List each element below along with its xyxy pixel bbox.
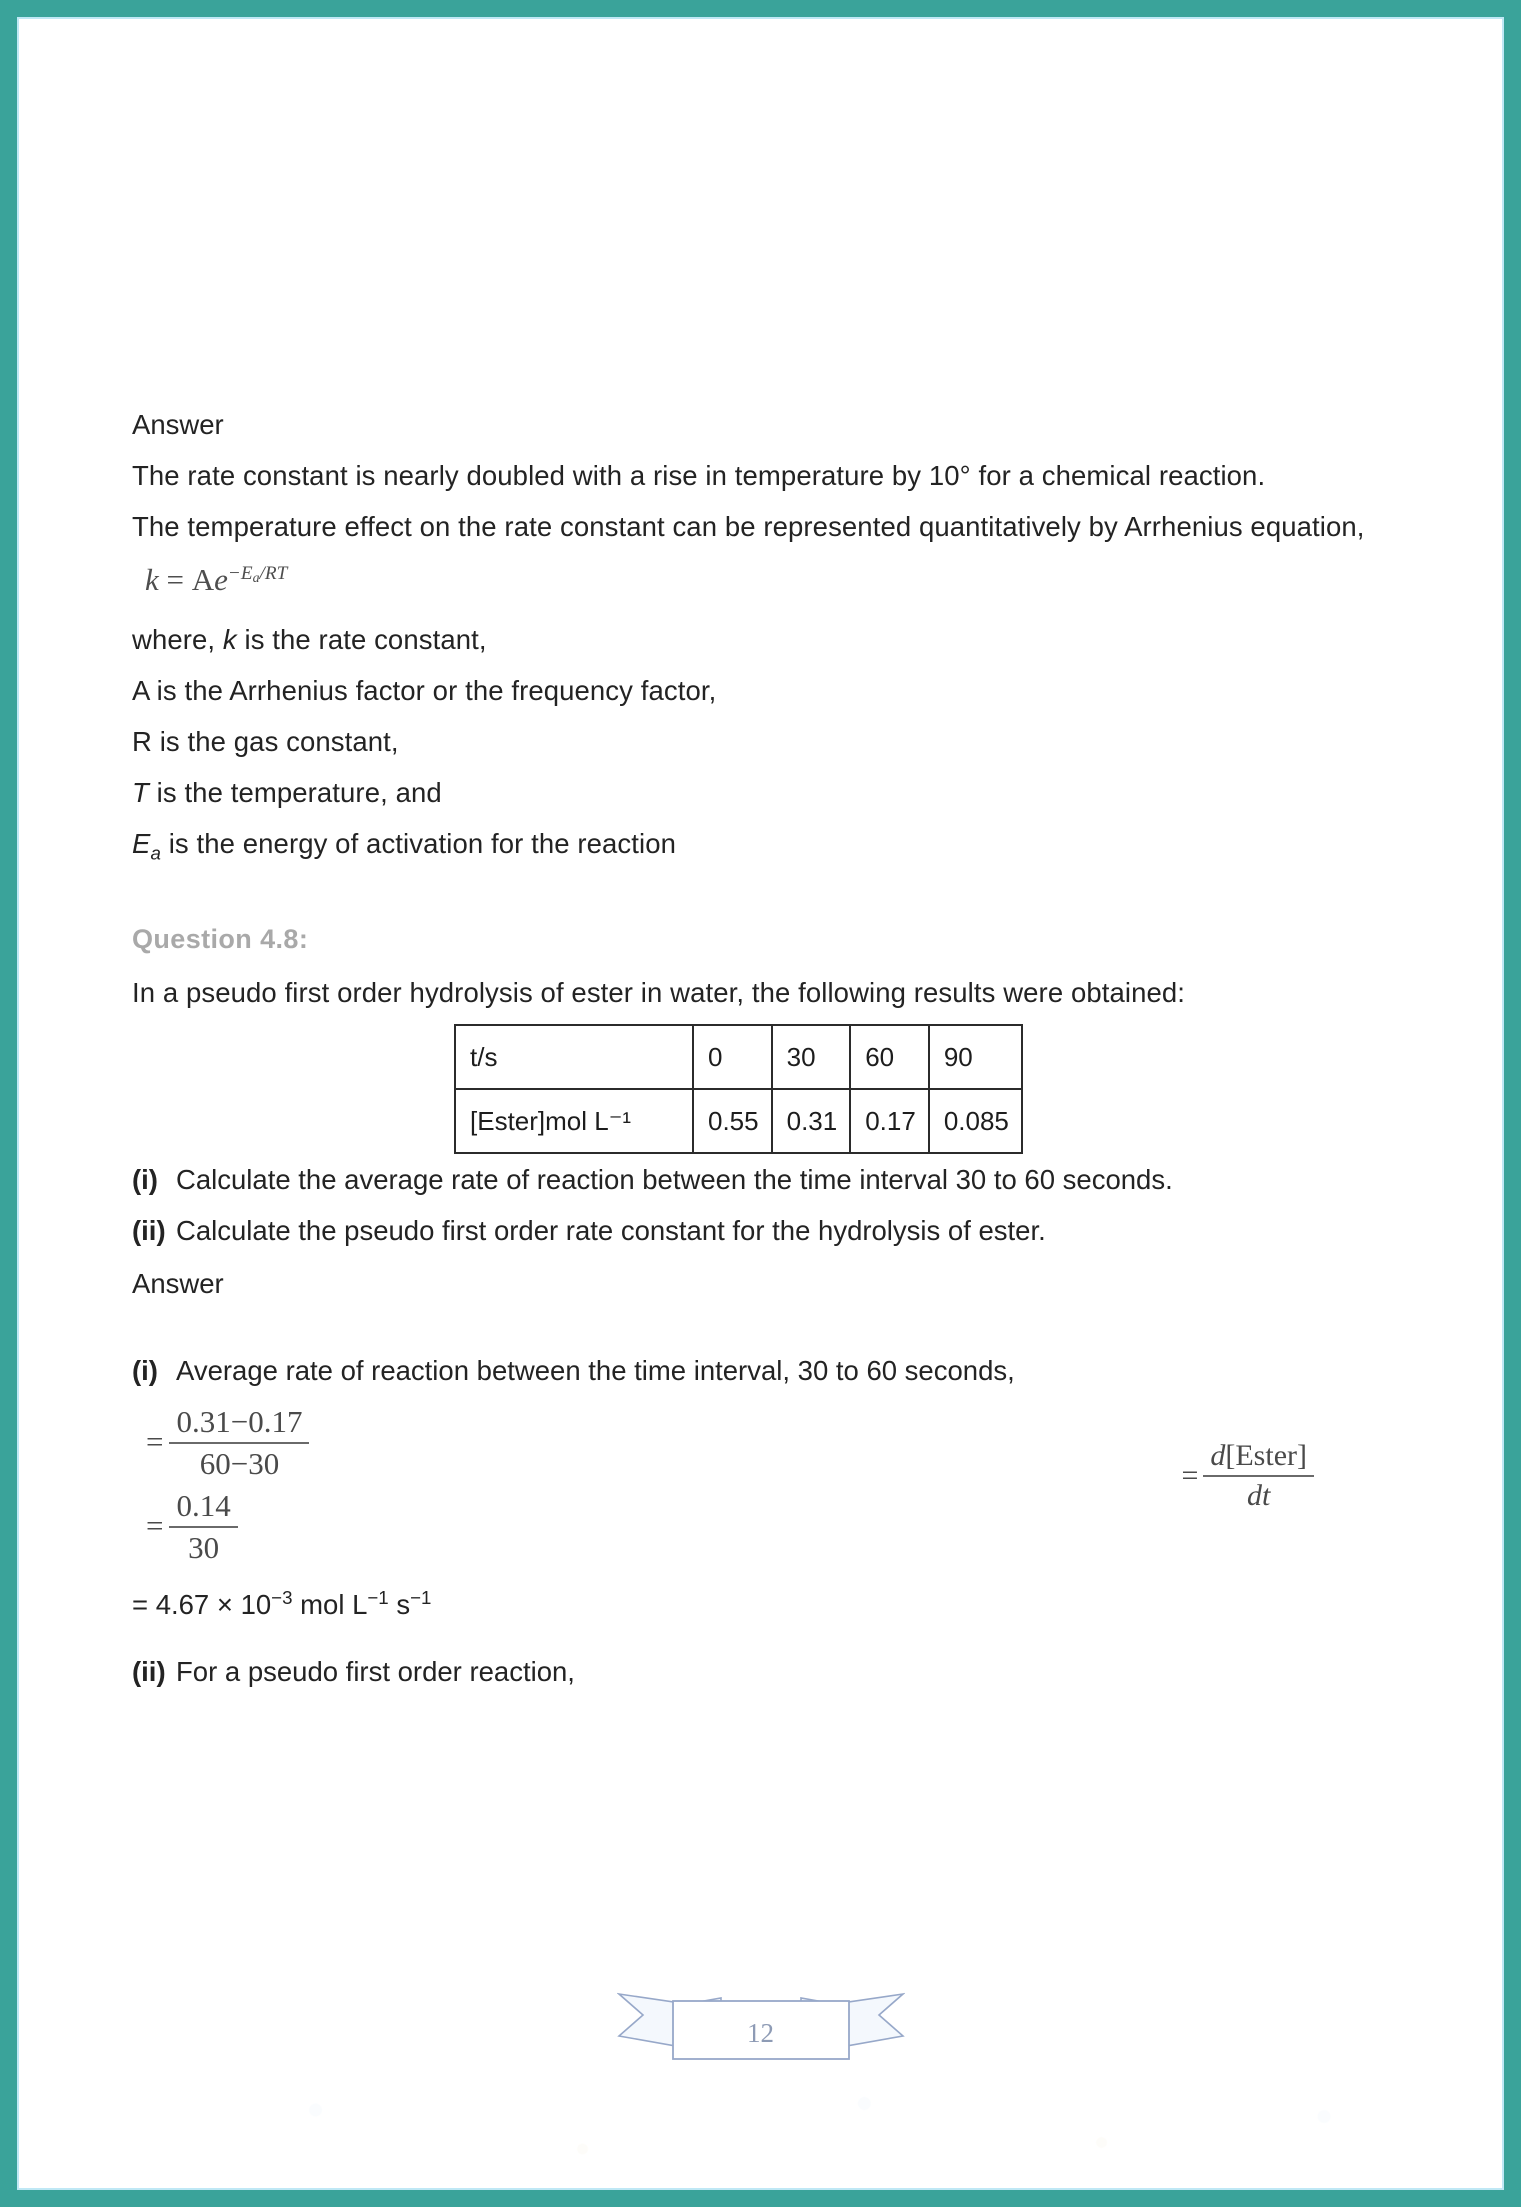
ribbon-graphic <box>617 1974 905 2066</box>
table-cell-ester-0: 0.55 <box>693 1089 772 1153</box>
fraction-2 <box>169 1488 237 1566</box>
equation-A: A <box>191 562 215 597</box>
equation-k: k <box>145 562 159 597</box>
answer-part-i-text: Average rate of reaction between the time interval, 30 to 60 seconds, <box>176 1354 1015 1386</box>
definition-A-symbol: A <box>132 675 149 706</box>
result-units-mol: mol L <box>300 1588 368 1620</box>
table-cell-time-0: 0 <box>693 1025 772 1089</box>
result-units-l-exp: −1 <box>367 1586 389 1608</box>
answer-label-1: Answer <box>132 409 224 440</box>
definition-k-text: is the rate constant, <box>236 624 487 655</box>
definition-k <box>132 614 1422 665</box>
result-units-s: s <box>396 1588 411 1620</box>
result-times: × <box>216 1588 233 1620</box>
fraction-1-equals: = <box>146 1423 164 1459</box>
fraction-2-denominator: 30 <box>188 1529 220 1565</box>
definition-T <box>132 767 1422 818</box>
table-row-time <box>455 1025 1022 1089</box>
sub-question-i-text: Calculate the average rate of reaction between the time interval 30 to 60 seconds. <box>176 1163 1173 1195</box>
equation-e: e <box>214 562 228 597</box>
answer-part-ii-line <box>132 1646 1422 1697</box>
derivative-numerator <box>1203 1439 1314 1477</box>
equation-exponent <box>228 563 287 584</box>
derivative-equals: = <box>1181 1459 1199 1492</box>
table-cell-ester-3: 0.085 <box>929 1089 1022 1153</box>
arrhenius-equation <box>145 562 1422 608</box>
sub-question-i-marker: (i) <box>132 1163 158 1195</box>
table-cell-time-2: 60 <box>850 1025 929 1089</box>
question-heading: Question 4.8: <box>132 923 309 954</box>
answer-paragraph-1: The rate constant is nearly doubled with a rise in temperature by 10° for a chemical reaction. <box>132 460 1266 491</box>
result-base: 10 <box>240 1588 272 1620</box>
answer-label-2: Answer <box>132 1267 224 1299</box>
result-exponent: −3 <box>271 1586 293 1608</box>
derivative-expression <box>1181 1439 1314 1513</box>
page-number-ribbon <box>19 1974 1502 2066</box>
table-row-ester <box>455 1089 1022 1153</box>
table-cell-ester-2: 0.17 <box>850 1089 929 1153</box>
sub-question-ii-marker: (ii) <box>132 1214 166 1246</box>
definition-A-text: is the Arrhenius factor or the frequency factor, <box>148 675 717 706</box>
derivative-bracket-close: ] <box>1297 1439 1307 1472</box>
table-cell-time-1: 30 <box>772 1025 851 1089</box>
sub-question-ii <box>132 1205 1422 1256</box>
sub-question-ii-text: Calculate the pseudo first order rate constant for the hydrolysis of ester. <box>176 1214 1046 1246</box>
answer-part-i-marker: (i) <box>132 1354 158 1386</box>
derivative-fraction <box>1203 1439 1314 1513</box>
question-prompt: In a pseudo first order hydrolysis of ester in water, the following results were obtained: <box>132 976 1186 1008</box>
answer-part-ii-marker: (ii) <box>132 1655 166 1687</box>
ester-table-wrapper <box>132 1024 1422 1154</box>
ester-data-table <box>454 1024 1023 1154</box>
table-label-time: t/s <box>455 1025 693 1089</box>
result-coefficient: 4.67 <box>155 1588 210 1620</box>
sub-question-i <box>132 1154 1422 1205</box>
definition-Ea-E: E <box>132 828 151 859</box>
page-watermark <box>19 2058 1502 2188</box>
derivative-bracket-open: [ <box>1225 1439 1236 1472</box>
definition-Ea <box>132 818 1422 879</box>
definition-Ea-symbol <box>132 828 161 864</box>
definition-k-symbol: k <box>222 624 237 655</box>
definition-R-text: is the gas constant, <box>151 726 399 757</box>
definition-k-prefix: where, <box>132 624 223 655</box>
result-line <box>132 1572 1422 1630</box>
fraction-1-denominator: 60−30 <box>199 1445 280 1481</box>
page-number-label: 12 <box>747 2018 774 2048</box>
answer-part-ii-text: For a pseudo first order reaction, <box>176 1655 575 1687</box>
page-content <box>132 399 1422 1697</box>
definition-R-symbol: R <box>132 726 152 757</box>
definition-T-symbol: T <box>132 777 149 808</box>
derivative-dt: dt <box>1247 1479 1271 1512</box>
equation-exp-a: a <box>252 569 260 585</box>
fraction-1-numerator: 0.31−0.17 <box>169 1404 309 1444</box>
page-inner-border <box>17 17 1504 2190</box>
equation-exp-RT: RT <box>264 562 288 584</box>
result-units-s-exp: −1 <box>410 1586 432 1608</box>
equation-equals: = <box>166 562 184 597</box>
equation-exp-minus: − <box>227 562 241 584</box>
definition-T-text: is the temperature, and <box>148 777 442 808</box>
answer-part-i-line <box>132 1345 1422 1396</box>
fraction-1 <box>169 1404 309 1482</box>
definition-R <box>132 716 1422 767</box>
fraction-2-equals: = <box>146 1507 164 1543</box>
definition-Ea-sub: a <box>150 842 161 864</box>
derivative-denominator <box>1203 1477 1314 1513</box>
result-equals: = <box>132 1588 149 1620</box>
equation-exp-E: E <box>240 562 253 584</box>
derivative-d: d <box>1210 1439 1226 1472</box>
table-cell-time-3: 90 <box>929 1025 1022 1089</box>
derivative-term: Ester <box>1235 1439 1297 1472</box>
equation-exp-slash: / <box>259 562 265 584</box>
fraction-2-numerator: 0.14 <box>169 1488 237 1528</box>
answer-paragraph-2: The temperature effect on the rate constant can be represented quantitatively by Arrhenius equation, <box>132 511 1365 542</box>
table-cell-ester-1: 0.31 <box>772 1089 851 1153</box>
definition-A <box>132 665 1422 716</box>
definition-Ea-text: is the energy of activation for the reaction <box>160 828 677 859</box>
table-label-ester: [Ester]mol L⁻¹ <box>455 1089 693 1153</box>
